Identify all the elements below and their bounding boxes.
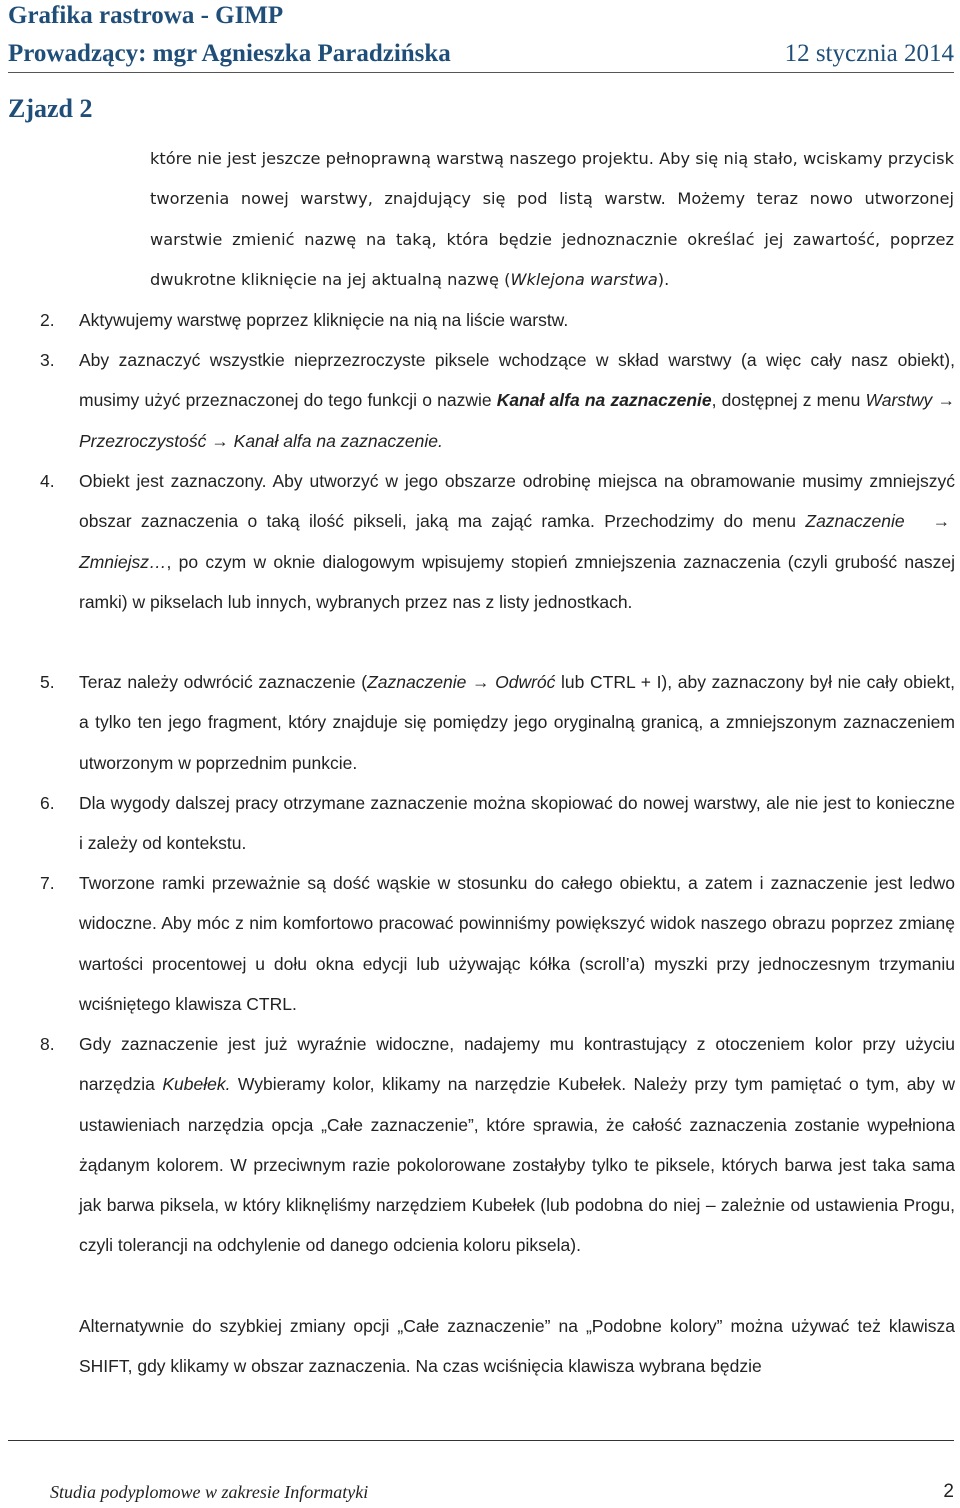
list-item: Obiekt jest zaznaczony. Aby utworzyć w jego obszarze odrobinę miejsca na obramowanie musimy zmniejszyć obszar zaznaczenia o taką ilość pikseli, jaką ma zająć ramka. Przechodzimy do menu Zaznaczenie → Zmniejsz…, po czym w oknie dialogowym wpisujemy stopień zmniejszenia zaznaczenia (czyli grubość naszej ramki) w pikselach lub innych, wybranych przez nas z listy jednostkach. xyxy=(79,471,955,612)
item-number: 2. xyxy=(40,310,55,330)
page-number: 2 xyxy=(943,1481,954,1502)
item-number: 3. xyxy=(40,350,55,370)
list-item: Aktywujemy warstwę poprzez kliknięcie na nią na liście warstw. xyxy=(79,310,569,330)
lecturer-name: Prowadzący: mgr Agnieszka Paradzińska xyxy=(8,40,451,67)
arrow-icon: → xyxy=(932,511,951,532)
document-title: Grafika rastrowa - GIMP xyxy=(8,2,284,29)
list-item: Dla wygody dalszej pracy otrzymane zaznaczenie można skopiować do nowej warstwy, ale nie jest to konieczne i zależy od kontekstu. xyxy=(79,793,955,854)
item-number: 4. xyxy=(40,471,55,491)
arrow-icon: → xyxy=(937,390,955,411)
alternative-paragraph: Alternatywnie do szybkiej zmiany opcji „Całe zaznaczenie” na „Podobne kolory” można używać też klawisza SHIFT, gdy klikamy w obszar zaznaczenia. Na czas wciśnięcia klawisza wybrana będzie xyxy=(79,1316,955,1377)
section-heading: Zjazd 2 xyxy=(8,94,93,123)
item-number: 6. xyxy=(40,793,55,813)
arrow-icon: → xyxy=(471,672,490,692)
paragraph-continuation: które nie jest jeszcze pełnoprawną warstwą naszego projektu. Aby się nią stało, wciskamy przycisk tworzenia nowej warstwy, znajdujący się pod listą warstw. Możemy teraz nowo utworzonej warstwie zmienić nazwę na taką, która będzie jednoznacznie określać jej zawartość, poprzez dwukrotne kliknięcie na jej aktualną nazwę (Wklejona warstwa). xyxy=(150,149,954,289)
list-item: Teraz należy odwrócić zaznaczenie (Zaznaczenie → Odwróć lub CTRL + I), aby zaznaczony był nie cały obiekt, a tylko ten jego fragment, który znajduje się pomiędzy jego oryginalną granicą, a zmniejszonym zaznaczeniem utworzonym w poprzednim punkcie. xyxy=(79,672,955,773)
item-number: 8. xyxy=(40,1034,55,1054)
list-item: Gdy zaznaczenie jest już wyraźnie widoczne, nadajemy mu kontrastujący z otoczeniem kolor przy użyciu narzędzia Kubełek. Wybieramy kolor, klikamy na narzędzie Kubełek. Należy przy tym pamiętać o tym, aby w ustawieniach narzędzia opcja „Całe zaznaczenie”, które sprawia, że całość zaznaczenia zostanie wypełniona żądanym kolorem. W przeciwnym razie pokolorowane zostałyby tylko te piksele, których barwa jest taka sama jak barwa piksela, w który kliknęliśmy narzędziem Kubełek (lub podobna do niej – zależnie od ustawienia Progu, czyli tolerancji na odchylenie od danego odcienia koloru piksela). xyxy=(79,1034,955,1256)
list-item: Aby zaznaczyć wszystkie nieprzezroczyste piksele wchodzące w skład warstwy (a więc cały nasz obiekt), musimy użyć przeznaczonej do tego funkcji o nazwie Kanał alfa na zaznaczenie, dostępnej z menu Warstwy → Przezroczystość → Kanał alfa na zaznaczenie. xyxy=(79,350,955,451)
document-date: 12 stycznia 2014 xyxy=(784,40,954,67)
arrow-icon: → xyxy=(211,430,229,451)
item-number: 5. xyxy=(40,672,55,692)
footer-text: Studia podyplomowe w zakresie Informatyki xyxy=(50,1482,369,1502)
header-rule xyxy=(8,72,954,73)
list-item: Tworzone ramki przeważnie są dość wąskie w stosunku do całego obiektu, a zatem i zaznaczenie jest ledwo widoczne. Aby móc z nim komfortowo pracować powinniśmy powiększyć widok naszego obrazu poprzez zmianę wartości procentowej u dołu okna edycji lub używając kółka (scroll’a) myszki przy jednoczesnym trzymaniu wciśniętego klawisza CTRL. xyxy=(79,873,955,1014)
footer-rule xyxy=(8,1440,954,1441)
item-number: 7. xyxy=(40,873,55,893)
